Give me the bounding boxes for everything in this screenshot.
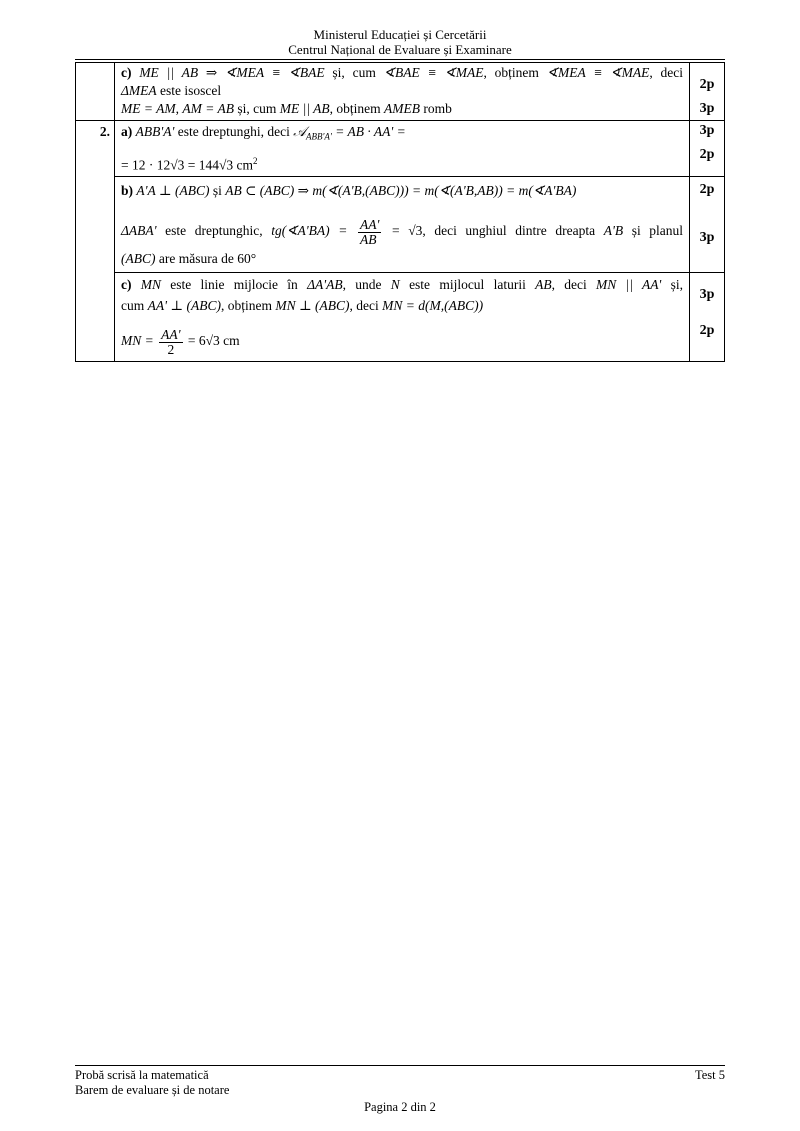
text: și, bbox=[670, 277, 683, 293]
text: , obținem bbox=[483, 65, 539, 80]
math-expression: N bbox=[390, 277, 400, 293]
text: are măsura de bbox=[158, 251, 234, 267]
math-expression: ME || AB bbox=[279, 101, 330, 116]
text: și planul bbox=[631, 223, 684, 239]
superscript: 2 bbox=[253, 155, 258, 166]
points-value: 2p bbox=[699, 323, 715, 339]
math-expression: ∢MEA ≡ ∢MAE bbox=[546, 65, 650, 80]
math-expression: MN ⊥ (ABC) bbox=[275, 298, 350, 314]
solution-line bbox=[121, 323, 683, 359]
points-value: 3p bbox=[699, 230, 715, 246]
text: este mijlocul laturii bbox=[409, 277, 526, 293]
table-row bbox=[76, 121, 725, 177]
fraction-numerator: AA' bbox=[359, 216, 380, 232]
points-cell bbox=[690, 177, 725, 273]
text: , deci bbox=[551, 277, 587, 293]
math-expression: AB bbox=[535, 277, 552, 293]
solution-cell bbox=[115, 121, 690, 177]
math-expression: ΔA'AB bbox=[307, 277, 343, 293]
subscript: ABB'A' bbox=[306, 131, 332, 142]
solution-line bbox=[121, 64, 683, 82]
exercise-number: 2. bbox=[99, 124, 110, 139]
text: , obținem bbox=[329, 101, 381, 116]
solution-line bbox=[121, 250, 683, 270]
header-ministry: Ministerul Educației și Cercetării bbox=[313, 27, 487, 42]
footer-document-type: Barem de evaluare și de notare bbox=[75, 1083, 230, 1097]
math-expression: (ABC) bbox=[121, 251, 156, 267]
footer-divider bbox=[75, 1065, 725, 1066]
points-value: 2p bbox=[699, 77, 715, 92]
text: romb bbox=[423, 101, 452, 116]
subpoint-label: c) bbox=[121, 277, 132, 293]
math-expression: MN = d(M,(ABC)) bbox=[382, 298, 484, 314]
fraction bbox=[358, 218, 381, 247]
points-value: 2p bbox=[699, 182, 715, 198]
table-row bbox=[76, 177, 725, 273]
math-expression: ΔABA' bbox=[121, 223, 157, 239]
math-expression: MN bbox=[140, 277, 162, 293]
fraction-numerator: AA' bbox=[161, 326, 181, 342]
math-expression: AA' ⊥ (ABC) bbox=[147, 298, 221, 314]
math-expression: = 12 · 12√3 = 144√3 cm bbox=[121, 157, 254, 173]
solution-line bbox=[121, 178, 683, 200]
solution-line bbox=[121, 82, 683, 100]
text: este dreptunghic, bbox=[165, 223, 263, 239]
solution-line bbox=[121, 152, 683, 175]
fraction-denominator: AB bbox=[359, 231, 377, 247]
text: , deci bbox=[649, 65, 684, 80]
math-expression: = AB · AA' = bbox=[335, 124, 406, 139]
page-number: Pagina 2 din 2 bbox=[364, 1100, 436, 1114]
solution-line bbox=[121, 100, 683, 118]
math-expression: tg(∢A'BA) = bbox=[271, 223, 348, 239]
math-expression bbox=[293, 124, 332, 142]
footer-test-label: Test 5 bbox=[694, 1068, 725, 1082]
points-value: 3p bbox=[699, 123, 715, 138]
footer-info bbox=[75, 1068, 229, 1098]
solution-cell bbox=[115, 273, 690, 362]
text: este linie mijlocie în bbox=[170, 277, 298, 293]
text: și, cum bbox=[237, 101, 277, 116]
fraction-denominator: 2 bbox=[167, 341, 175, 357]
solution-line bbox=[121, 297, 683, 315]
grading-table bbox=[75, 62, 725, 362]
subpoint-label: b) bbox=[121, 183, 134, 199]
text: , unde bbox=[342, 277, 382, 293]
points-cell bbox=[690, 63, 725, 121]
table-row bbox=[76, 63, 725, 121]
solution-cell bbox=[115, 63, 690, 121]
table-row bbox=[76, 273, 725, 362]
page-header bbox=[0, 27, 800, 57]
math-expression: 60° bbox=[237, 251, 257, 267]
text: , obținem bbox=[220, 298, 272, 314]
solution-line bbox=[121, 274, 683, 294]
footer-subject: Probă scrisă la matematică bbox=[75, 1068, 209, 1082]
math-expression: ABB'A' bbox=[135, 124, 175, 139]
points-value: 3p bbox=[699, 287, 715, 303]
points-cell bbox=[690, 273, 725, 362]
math-expression: AB ⊂ (ABC) ⇒ m(∢(A'B,(ABC))) = m(∢(A'B,AB)) = m(∢A'BA) bbox=[225, 183, 577, 199]
text: este dreptunghi, deci bbox=[177, 124, 290, 139]
fraction bbox=[159, 328, 182, 357]
math-expression: AM = AB bbox=[182, 101, 234, 116]
points-value: 3p bbox=[699, 101, 715, 116]
solution-line bbox=[121, 214, 683, 248]
math-expression: AMEB bbox=[384, 101, 421, 116]
text: și bbox=[212, 183, 222, 199]
math-expression: MN = bbox=[121, 333, 154, 349]
math-expression: ME || AB ⇒ ∢MEA ≡ ∢BAE bbox=[139, 65, 325, 80]
points-cell bbox=[690, 121, 725, 177]
exercise-number-cell bbox=[76, 121, 115, 362]
points-value: 2p bbox=[699, 147, 715, 162]
math-expression: ∢BAE ≡ ∢MAE bbox=[383, 65, 484, 80]
solution-line bbox=[121, 122, 683, 146]
exercise-number-cell bbox=[76, 63, 115, 121]
header-divider bbox=[75, 59, 725, 60]
text: , deci unghiul dintre dreapta bbox=[422, 223, 596, 239]
math-expression: = 6√3 cm bbox=[187, 333, 240, 349]
text: , deci bbox=[349, 298, 379, 314]
math-expression: A'A ⊥ (ABC) bbox=[136, 183, 210, 199]
solution-cell bbox=[115, 177, 690, 273]
subpoint-label: c) bbox=[121, 65, 132, 80]
math-expression: MN || AA' bbox=[595, 277, 662, 293]
text: și, cum bbox=[332, 65, 376, 80]
text: este isoscel bbox=[160, 83, 222, 98]
math-expression: A'B bbox=[603, 223, 624, 239]
math-expression: ΔMEA bbox=[121, 83, 157, 98]
math-expression: ME = AM bbox=[121, 101, 176, 116]
header-center: Centrul Național de Evaluare și Examinare bbox=[288, 42, 512, 57]
area-symbol: 𝒜 bbox=[293, 124, 307, 139]
text: cum bbox=[121, 298, 145, 314]
math-expression: = √3 bbox=[391, 223, 423, 239]
subpoint-label: a) bbox=[121, 124, 133, 139]
text: , bbox=[175, 101, 179, 116]
